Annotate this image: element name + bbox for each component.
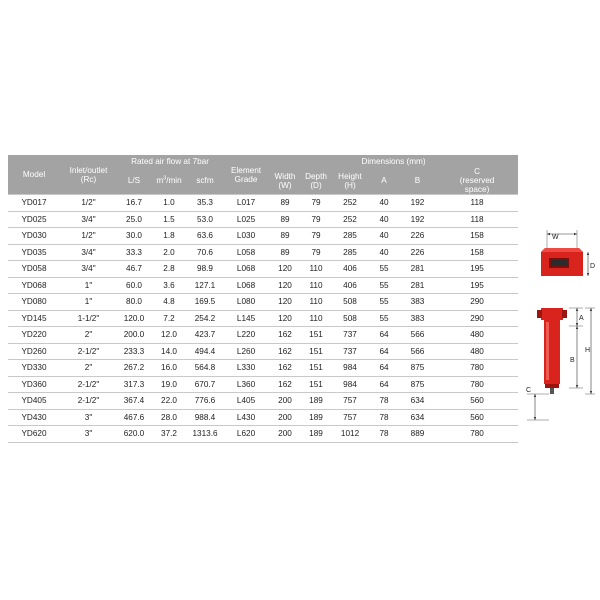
c-label: C <box>526 387 532 394</box>
cell-dim-a: 55 <box>369 294 399 311</box>
cell-width: 162 <box>269 376 301 393</box>
cell-inlet-outlet: 2-1/2" <box>60 343 117 360</box>
cell-height: 984 <box>331 360 369 377</box>
table-row <box>8 228 518 245</box>
cell-depth: 151 <box>301 376 331 393</box>
cell-dim-c: 158 <box>436 244 518 261</box>
cell-flow-ls: 233.3 <box>117 343 151 360</box>
cell-dim-b: 192 <box>399 211 436 228</box>
cell-dim-a: 55 <box>369 277 399 294</box>
cell-height: 285 <box>331 244 369 261</box>
cell-inlet-outlet: 3" <box>60 426 117 443</box>
cell-flow-ls: 33.3 <box>117 244 151 261</box>
cell-depth: 79 <box>301 195 331 212</box>
cell-flow-scfm: 988.4 <box>187 409 223 426</box>
cell-inlet-outlet: 2-1/2" <box>60 393 117 410</box>
table-row <box>8 261 518 278</box>
cell-flow-scfm: 70.6 <box>187 244 223 261</box>
cell-depth: 110 <box>301 294 331 311</box>
table-row <box>8 195 518 212</box>
cell-dim-a: 64 <box>369 327 399 344</box>
cell-flow-scfm: 63.6 <box>187 228 223 245</box>
table-row <box>8 294 518 311</box>
cell-height: 508 <box>331 310 369 327</box>
cell-inlet-outlet: 3/4" <box>60 211 117 228</box>
cell-depth: 151 <box>301 360 331 377</box>
table-row <box>8 376 518 393</box>
cell-height: 252 <box>331 195 369 212</box>
side-view-diagram <box>525 300 597 430</box>
top-view-diagram <box>533 224 597 284</box>
cell-model: YD260 <box>8 343 60 360</box>
cell-model: YD035 <box>8 244 60 261</box>
cell-flow-ls: 267.2 <box>117 360 151 377</box>
cell-depth: 110 <box>301 261 331 278</box>
cell-dim-c: 780 <box>436 360 518 377</box>
cell-inlet-outlet: 3/4" <box>60 244 117 261</box>
cell-inlet-outlet: 1/2" <box>60 228 117 245</box>
cell-flow-scfm: 564.8 <box>187 360 223 377</box>
header-m3min: $m^3/\min$ <box>151 167 187 195</box>
cell-dim-c: 290 <box>436 310 518 327</box>
cell-flow-scfm: 98.9 <box>187 261 223 278</box>
cell-depth: 79 <box>301 228 331 245</box>
cell-dim-a: 64 <box>369 343 399 360</box>
cell-element-grade: L330 <box>223 360 269 377</box>
cell-model: YD025 <box>8 211 60 228</box>
cell-dim-a: 64 <box>369 360 399 377</box>
header-scfm: scfm <box>187 167 223 195</box>
cell-element-grade: L017 <box>223 195 269 212</box>
cell-depth: 110 <box>301 310 331 327</box>
cell-width: 89 <box>269 211 301 228</box>
cell-dim-c: 158 <box>436 228 518 245</box>
cell-flow-m3min: 37.2 <box>151 426 187 443</box>
cell-element-grade: L145 <box>223 310 269 327</box>
header-model: Model <box>8 155 60 195</box>
cell-width: 89 <box>269 244 301 261</box>
cell-model: YD430 <box>8 409 60 426</box>
header-dimensions: Dimensions (mm) <box>269 155 518 167</box>
cell-depth: 189 <box>301 409 331 426</box>
cell-flow-ls: 60.0 <box>117 277 151 294</box>
header-ls: L/S <box>117 167 151 195</box>
cell-flow-scfm: 35.3 <box>187 195 223 212</box>
cell-inlet-outlet: 2-1/2" <box>60 376 117 393</box>
cell-dim-a: 55 <box>369 310 399 327</box>
cell-width: 120 <box>269 261 301 278</box>
cell-flow-m3min: 12.0 <box>151 327 187 344</box>
cell-flow-scfm: 1313.6 <box>187 426 223 443</box>
cell-flow-ls: 80.0 <box>117 294 151 311</box>
dimension-h <box>585 308 595 394</box>
h-label: H <box>585 347 591 354</box>
cell-element-grade: L068 <box>223 277 269 294</box>
header-inlet-outlet: Inlet/outlet (Rc) <box>60 155 117 195</box>
cell-width: 120 <box>269 277 301 294</box>
a-label: A <box>579 315 584 322</box>
cell-element-grade: L080 <box>223 294 269 311</box>
cell-depth: 79 <box>301 244 331 261</box>
cell-flow-scfm: 127.1 <box>187 277 223 294</box>
cell-flow-m3min: 16.0 <box>151 360 187 377</box>
d-label: D <box>590 263 596 270</box>
cell-inlet-outlet: 2" <box>60 360 117 377</box>
cell-element-grade: L058 <box>223 244 269 261</box>
cell-dim-a: 64 <box>369 376 399 393</box>
cell-inlet-outlet: 3" <box>60 409 117 426</box>
cell-model: YD017 <box>8 195 60 212</box>
cell-model: YD145 <box>8 310 60 327</box>
cell-flow-scfm: 254.2 <box>187 310 223 327</box>
cell-width: 200 <box>269 409 301 426</box>
cell-dim-c: 560 <box>436 409 518 426</box>
cell-height: 757 <box>331 393 369 410</box>
header-c-reserved-space: C (reserved space) <box>436 167 518 195</box>
cell-dim-b: 383 <box>399 310 436 327</box>
cell-element-grade: L405 <box>223 393 269 410</box>
cell-dim-b: 226 <box>399 228 436 245</box>
cell-dim-c: 560 <box>436 393 518 410</box>
cell-dim-b: 889 <box>399 426 436 443</box>
header-height: Height (H) <box>331 167 369 195</box>
cell-inlet-outlet: 1" <box>60 277 117 294</box>
cell-depth: 79 <box>301 211 331 228</box>
cell-inlet-outlet: 3/4" <box>60 261 117 278</box>
cell-dim-c: 195 <box>436 277 518 294</box>
table-row <box>8 211 518 228</box>
table-row <box>8 277 518 294</box>
cell-dim-b: 192 <box>399 195 436 212</box>
cell-flow-m3min: 22.0 <box>151 393 187 410</box>
cell-flow-m3min: 1.8 <box>151 228 187 245</box>
cell-depth: 151 <box>301 343 331 360</box>
cell-height: 1012 <box>331 426 369 443</box>
cell-dim-c: 290 <box>436 294 518 311</box>
cell-width: 200 <box>269 426 301 443</box>
cell-model: YD220 <box>8 327 60 344</box>
cell-flow-m3min: 28.0 <box>151 409 187 426</box>
cell-dim-a: 40 <box>369 195 399 212</box>
cell-flow-ls: 120.0 <box>117 310 151 327</box>
cell-depth: 110 <box>301 277 331 294</box>
cell-flow-m3min: 3.6 <box>151 277 187 294</box>
cell-element-grade: L260 <box>223 343 269 360</box>
cell-inlet-outlet: 2" <box>60 327 117 344</box>
cell-model: YD058 <box>8 261 60 278</box>
cell-dim-c: 780 <box>436 426 518 443</box>
dimension-d <box>587 252 595 276</box>
cell-flow-m3min: 2.8 <box>151 261 187 278</box>
cell-flow-m3min: 2.0 <box>151 244 187 261</box>
cell-flow-scfm: 776.6 <box>187 393 223 410</box>
cell-dim-b: 281 <box>399 261 436 278</box>
cell-flow-m3min: 14.0 <box>151 343 187 360</box>
cell-dim-a: 40 <box>369 211 399 228</box>
cell-flow-ls: 16.7 <box>117 195 151 212</box>
cell-flow-ls: 620.0 <box>117 426 151 443</box>
spec-table <box>8 155 518 443</box>
cell-dim-b: 226 <box>399 244 436 261</box>
cell-flow-ls: 200.0 <box>117 327 151 344</box>
cell-inlet-outlet: 1/2" <box>60 195 117 212</box>
cell-model: YD620 <box>8 426 60 443</box>
cell-flow-scfm: 53.0 <box>187 211 223 228</box>
cell-flow-scfm: 169.5 <box>187 294 223 311</box>
cell-flow-m3min: 19.0 <box>151 376 187 393</box>
cell-model: YD330 <box>8 360 60 377</box>
cell-flow-ls: 367.4 <box>117 393 151 410</box>
cell-flow-scfm: 494.4 <box>187 343 223 360</box>
cell-model: YD405 <box>8 393 60 410</box>
cell-dim-a: 78 <box>369 409 399 426</box>
table-row <box>8 327 518 344</box>
cell-element-grade: L430 <box>223 409 269 426</box>
table-row <box>8 310 518 327</box>
cell-dim-c: 480 <box>436 327 518 344</box>
table-row <box>8 409 518 426</box>
cell-width: 120 <box>269 310 301 327</box>
cell-height: 406 <box>331 277 369 294</box>
cell-element-grade: L220 <box>223 327 269 344</box>
table-row <box>8 360 518 377</box>
cell-inlet-outlet: 1-1/2" <box>60 310 117 327</box>
cell-depth: 189 <box>301 393 331 410</box>
cell-depth: 189 <box>301 426 331 443</box>
cell-width: 200 <box>269 393 301 410</box>
cell-dim-a: 40 <box>369 228 399 245</box>
table-row <box>8 426 518 443</box>
cell-dim-a: 40 <box>369 244 399 261</box>
cell-dim-c: 118 <box>436 211 518 228</box>
cell-flow-m3min: 1.5 <box>151 211 187 228</box>
cell-model: YD360 <box>8 376 60 393</box>
cell-width: 89 <box>269 228 301 245</box>
header-rated-air-flow: Rated air flow at 7bar <box>117 155 223 167</box>
dimension-a <box>569 308 584 326</box>
filter-body <box>537 308 567 394</box>
table-row <box>8 343 518 360</box>
cell-depth: 151 <box>301 327 331 344</box>
header-element-grade: Element Grade <box>223 155 269 195</box>
header-a: A <box>369 167 399 195</box>
cell-flow-scfm: 423.7 <box>187 327 223 344</box>
cell-width: 162 <box>269 343 301 360</box>
cell-element-grade: L030 <box>223 228 269 245</box>
cell-dim-c: 118 <box>436 195 518 212</box>
cell-model: YD080 <box>8 294 60 311</box>
cell-height: 984 <box>331 376 369 393</box>
cell-dim-b: 634 <box>399 393 436 410</box>
cell-height: 508 <box>331 294 369 311</box>
cell-element-grade: L025 <box>223 211 269 228</box>
cell-dim-c: 195 <box>436 261 518 278</box>
cell-dim-b: 634 <box>399 409 436 426</box>
cell-width: 89 <box>269 195 301 212</box>
cell-dim-b: 281 <box>399 277 436 294</box>
cell-flow-scfm: 670.7 <box>187 376 223 393</box>
cell-height: 737 <box>331 327 369 344</box>
filter-head-top <box>541 248 583 276</box>
cell-width: 162 <box>269 360 301 377</box>
header-width: Width (W) <box>269 167 301 195</box>
cell-height: 757 <box>331 409 369 426</box>
cell-height: 406 <box>331 261 369 278</box>
cell-height: 285 <box>331 228 369 245</box>
dimension-c <box>526 387 549 420</box>
cell-model: YD068 <box>8 277 60 294</box>
cell-element-grade: L620 <box>223 426 269 443</box>
cell-dim-c: 780 <box>436 376 518 393</box>
w-label: W <box>552 234 559 241</box>
cell-dim-a: 55 <box>369 261 399 278</box>
cell-model: YD030 <box>8 228 60 245</box>
header-b: B <box>399 167 436 195</box>
table-row <box>8 244 518 261</box>
cell-dim-a: 78 <box>369 393 399 410</box>
cell-dim-b: 383 <box>399 294 436 311</box>
cell-flow-ls: 317.3 <box>117 376 151 393</box>
cell-flow-m3min: 7.2 <box>151 310 187 327</box>
cell-inlet-outlet: 1" <box>60 294 117 311</box>
table-body <box>8 195 518 443</box>
cell-width: 162 <box>269 327 301 344</box>
cell-height: 737 <box>331 343 369 360</box>
cell-dim-c: 480 <box>436 343 518 360</box>
cell-dim-b: 566 <box>399 327 436 344</box>
cell-flow-ls: 46.7 <box>117 261 151 278</box>
cell-flow-m3min: 4.8 <box>151 294 187 311</box>
cell-height: 252 <box>331 211 369 228</box>
table-row <box>8 393 518 410</box>
cell-flow-ls: 467.6 <box>117 409 151 426</box>
cell-flow-m3min: 1.0 <box>151 195 187 212</box>
b-label: B <box>570 357 575 364</box>
cell-element-grade: L068 <box>223 261 269 278</box>
dimension-w <box>547 230 577 248</box>
cell-flow-ls: 30.0 <box>117 228 151 245</box>
dimension-b <box>569 326 583 388</box>
cell-width: 120 <box>269 294 301 311</box>
cell-dim-b: 566 <box>399 343 436 360</box>
header-depth: Depth (D) <box>301 167 331 195</box>
cell-dim-a: 78 <box>369 426 399 443</box>
cell-element-grade: L360 <box>223 376 269 393</box>
cell-flow-ls: 25.0 <box>117 211 151 228</box>
cell-dim-b: 875 <box>399 376 436 393</box>
cell-dim-b: 875 <box>399 360 436 377</box>
